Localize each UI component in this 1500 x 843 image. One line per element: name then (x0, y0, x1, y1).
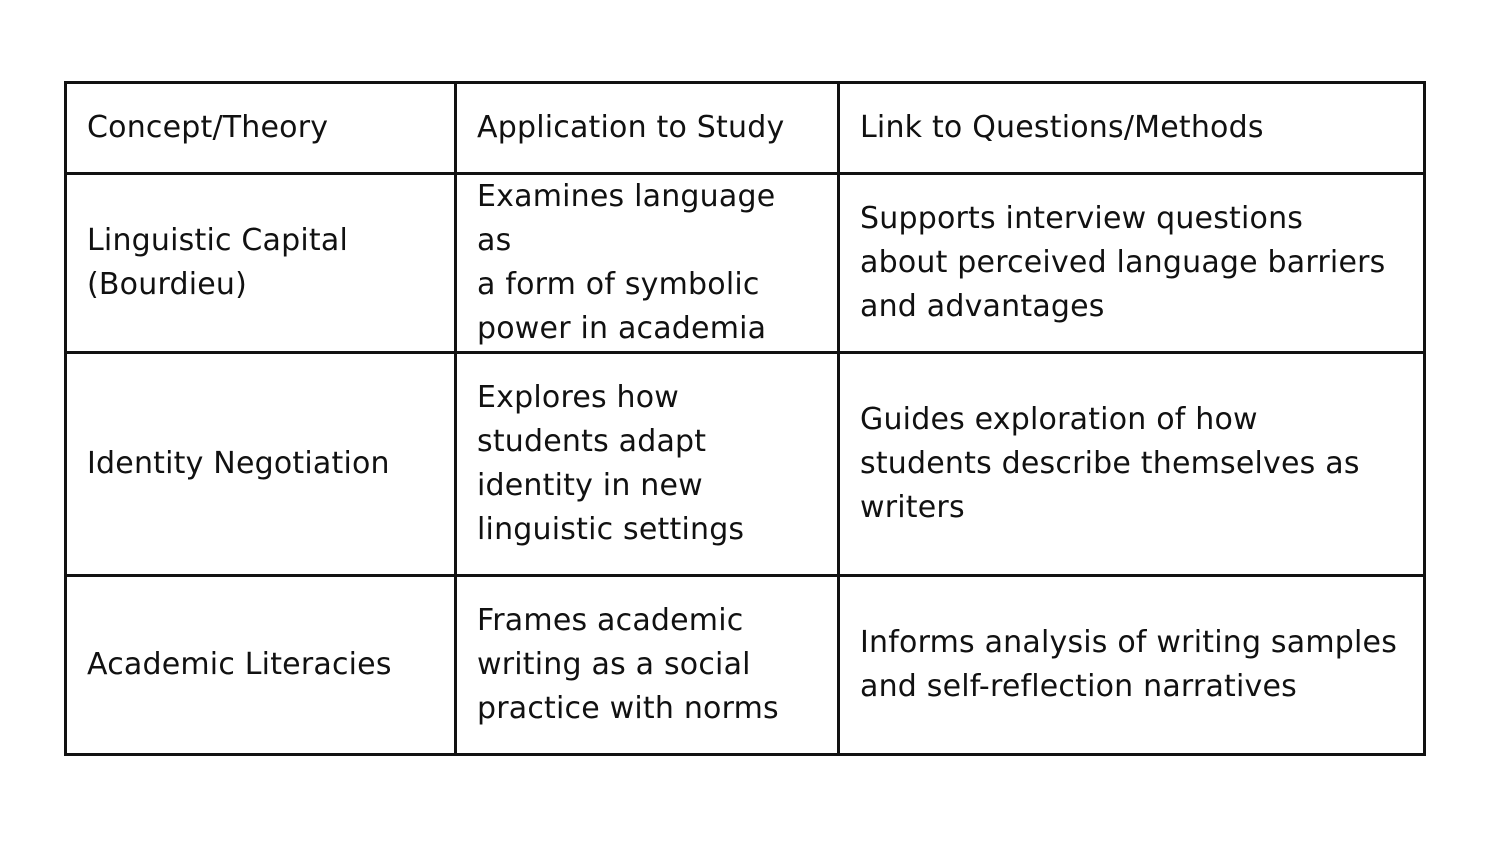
cell-text: Frames academic writing as a social practice with norms (477, 603, 779, 726)
table-header-row (66, 83, 1425, 174)
table-cell (456, 353, 839, 576)
cell-text: Academic Literacies (87, 647, 392, 682)
table-cell (839, 174, 1425, 353)
header-label-link: Link to Questions/Methods (860, 110, 1264, 145)
concept-table (64, 81, 1426, 756)
header-label-application: Application to Study (477, 110, 785, 145)
header-cell-link (839, 83, 1425, 174)
table-cell (66, 174, 456, 353)
cell-text: Supports interview questions about perceived language barriers and advantages (860, 201, 1386, 324)
header-cell-application (456, 83, 839, 174)
table-row (66, 576, 1425, 755)
cell-text: Explores how students adapt identity in new linguistic settings (477, 380, 745, 547)
cell-text: Guides exploration of how students describe themselves as writers (860, 402, 1360, 525)
table-cell (66, 576, 456, 755)
header-label-concept: Concept/Theory (87, 110, 329, 145)
concept-table-container (64, 81, 1423, 756)
cell-text: Linguistic Capital (Bourdieu) (87, 223, 349, 302)
table-cell (66, 353, 456, 576)
table-row (66, 174, 1425, 353)
table-cell (839, 576, 1425, 755)
cell-text: Examines language as a form of symbolic power in academia (477, 179, 776, 346)
table-cell (839, 353, 1425, 576)
table-cell (456, 174, 839, 353)
table-row (66, 353, 1425, 576)
header-cell-concept (66, 83, 456, 174)
table-cell (456, 576, 839, 755)
cell-text: Identity Negotiation (87, 446, 390, 481)
cell-text: Informs analysis of writing samples and self-reflection narratives (860, 625, 1398, 704)
